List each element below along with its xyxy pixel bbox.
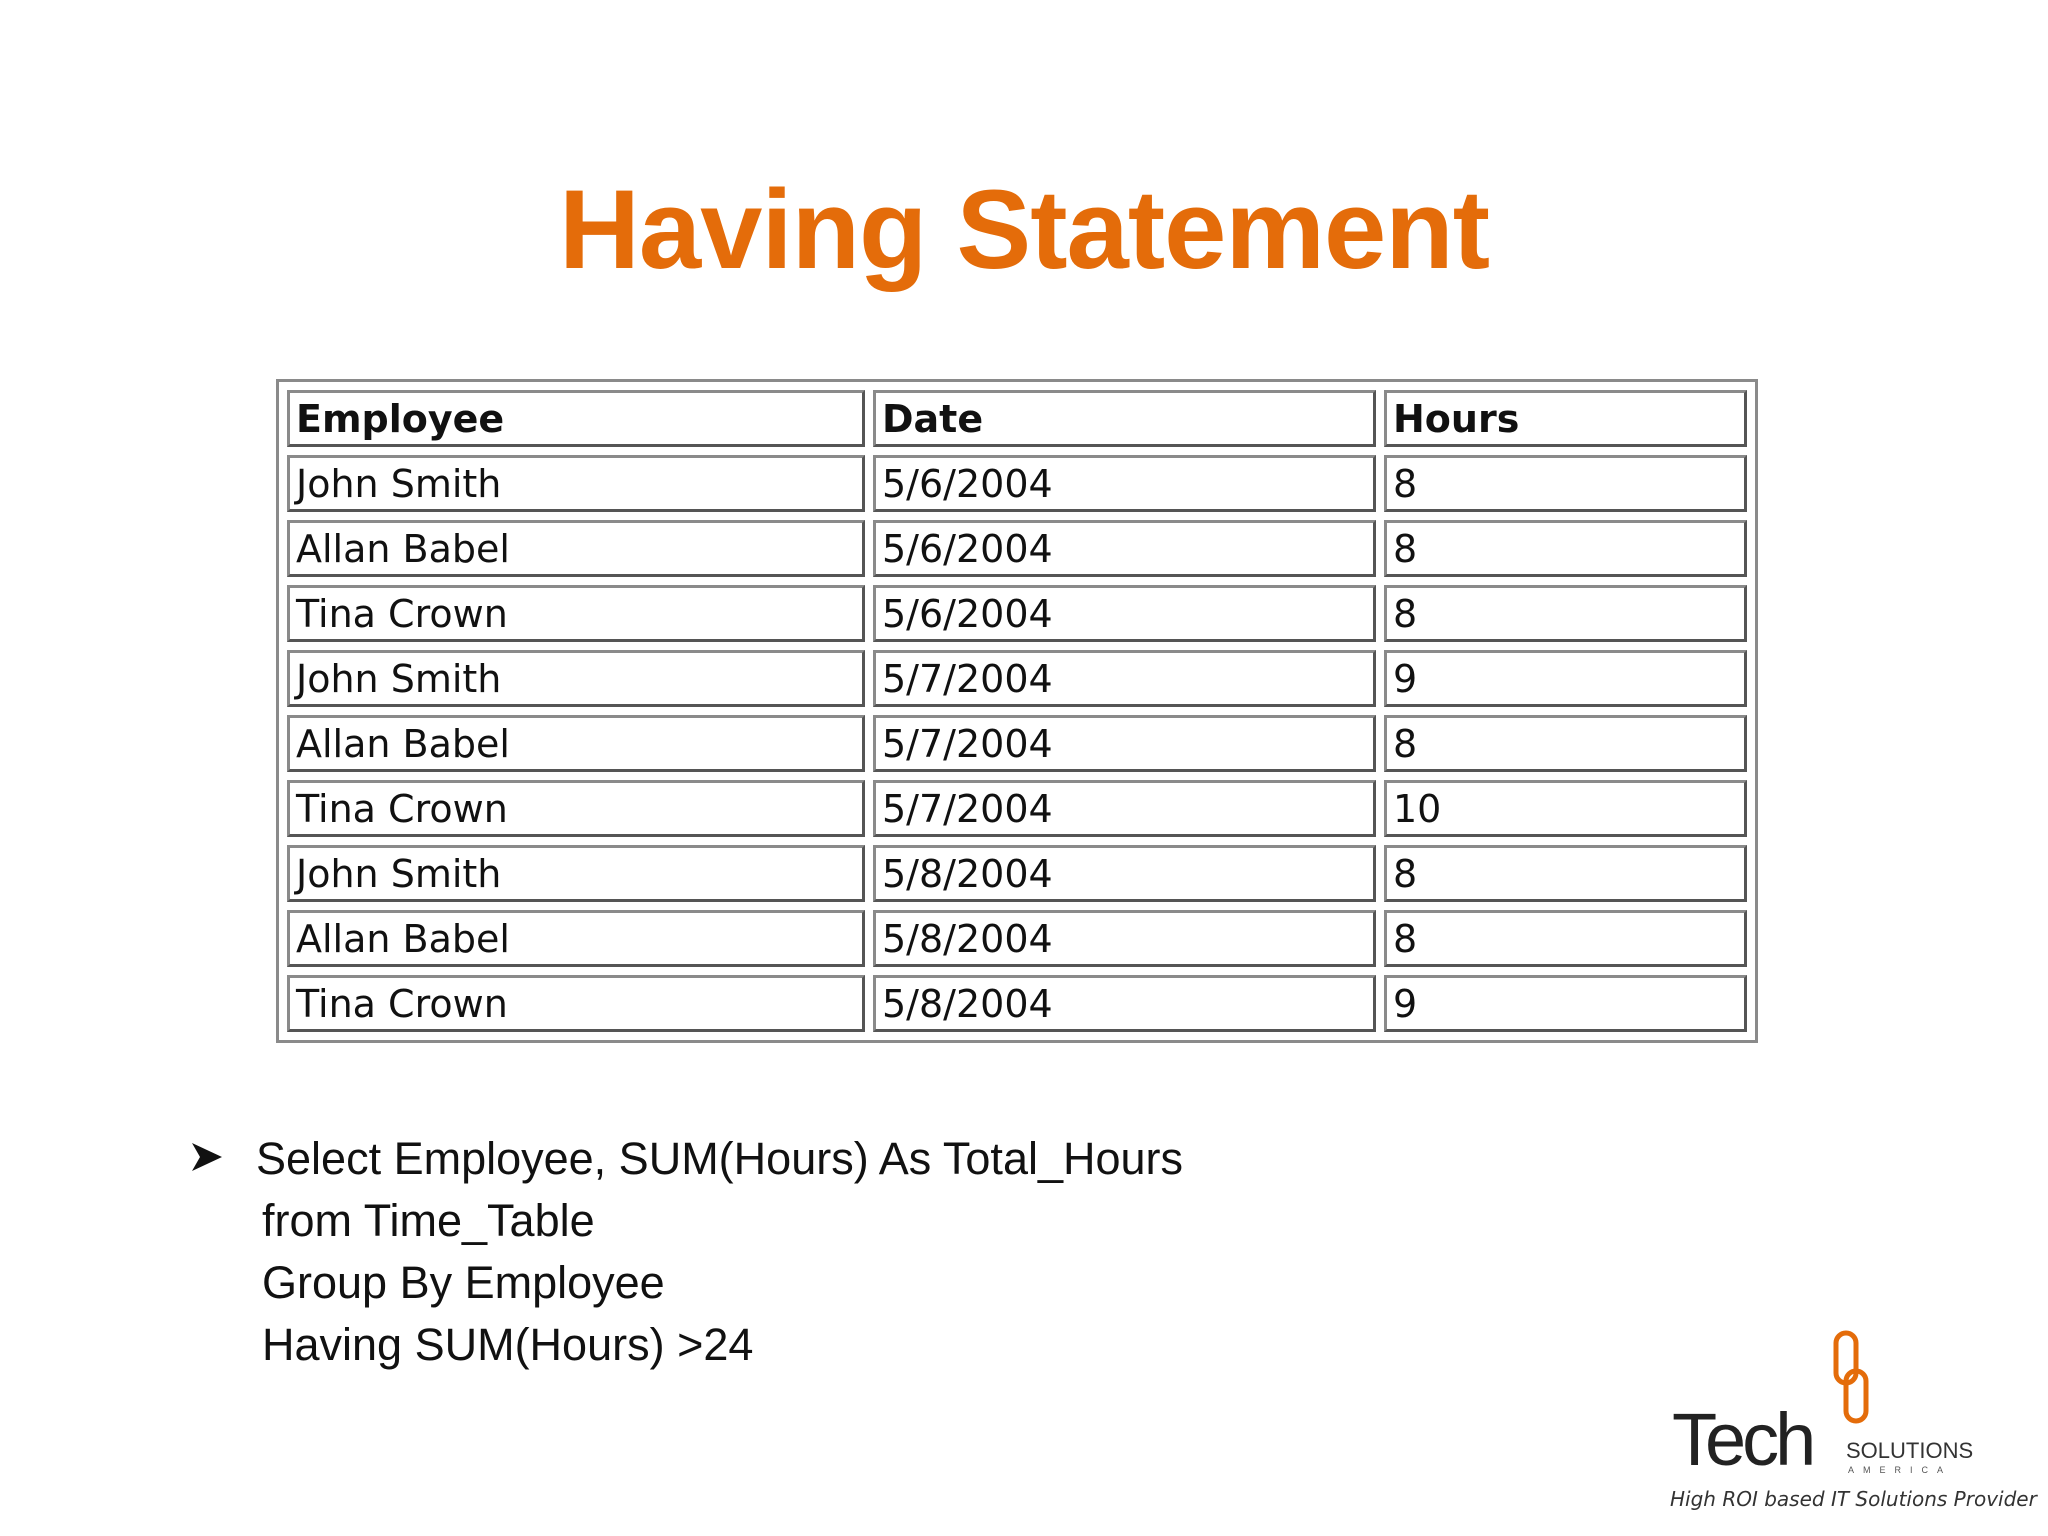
cell-hours: 9 [1384,975,1747,1032]
cell-date: 5/7/2004 [873,715,1376,772]
cell-hours: 8 [1384,715,1747,772]
logo-tagline: High ROI based IT Solutions Provider [1670,1487,2037,1511]
arrowhead-bullet-icon [190,1128,256,1190]
cell-hours: 9 [1384,650,1747,707]
cell-employee: Allan Babel [287,910,865,967]
cell-date: 5/6/2004 [873,455,1376,512]
header-hours: Hours [1384,390,1747,447]
cell-employee: Allan Babel [287,520,865,577]
query-line-1: Select Employee, SUM(Hours) As Total_Hours [190,1128,1183,1190]
cell-date: 5/6/2004 [873,520,1376,577]
header-employee: Employee [287,390,865,447]
cell-date: 5/8/2004 [873,845,1376,902]
table-row [287,585,1747,642]
table-row [287,455,1747,512]
cell-date: 5/8/2004 [873,975,1376,1032]
cell-date: 5/7/2004 [873,650,1376,707]
table-row [287,975,1747,1032]
cell-employee: Allan Babel [287,715,865,772]
table-body [287,455,1747,1032]
table-row [287,715,1747,772]
sql-query-bullet [190,1128,1183,1376]
table-row [287,650,1747,707]
slide-title: Having Statement [559,167,1489,292]
cell-hours: 8 [1384,910,1747,967]
query-line-2: from Time_Table [262,1195,595,1246]
employee-hours-table [276,379,1758,1043]
cell-employee: Tina Crown [287,780,865,837]
table-row [287,845,1747,902]
query-line-3: Group By Employee [262,1257,665,1308]
table-header-row [287,390,1747,447]
logo-sub-bottom: AMERICA [1848,1465,1953,1475]
cell-employee: John Smith [287,845,865,902]
cell-hours: 8 [1384,455,1747,512]
cell-employee: John Smith [287,650,865,707]
table-row [287,520,1747,577]
cell-hours: 8 [1384,845,1747,902]
logo-sub-top: SOLUTIONS [1846,1438,1974,1463]
cell-employee: John Smith [287,455,865,512]
cell-hours: 8 [1384,520,1747,577]
cell-employee: Tina Crown [287,585,865,642]
table-row [287,780,1747,837]
cell-date: 5/7/2004 [873,780,1376,837]
header-date: Date [873,390,1376,447]
cell-date: 5/8/2004 [873,910,1376,967]
table-row [287,910,1747,967]
data-table [279,382,1755,1040]
cell-hours: 10 [1384,780,1747,837]
cell-hours: 8 [1384,585,1747,642]
query-line-4: Having SUM(Hours) >24 [262,1319,754,1370]
logo-wordmark: Tech [1672,1398,1813,1481]
cell-date: 5/6/2004 [873,585,1376,642]
cell-employee: Tina Crown [287,975,865,1032]
